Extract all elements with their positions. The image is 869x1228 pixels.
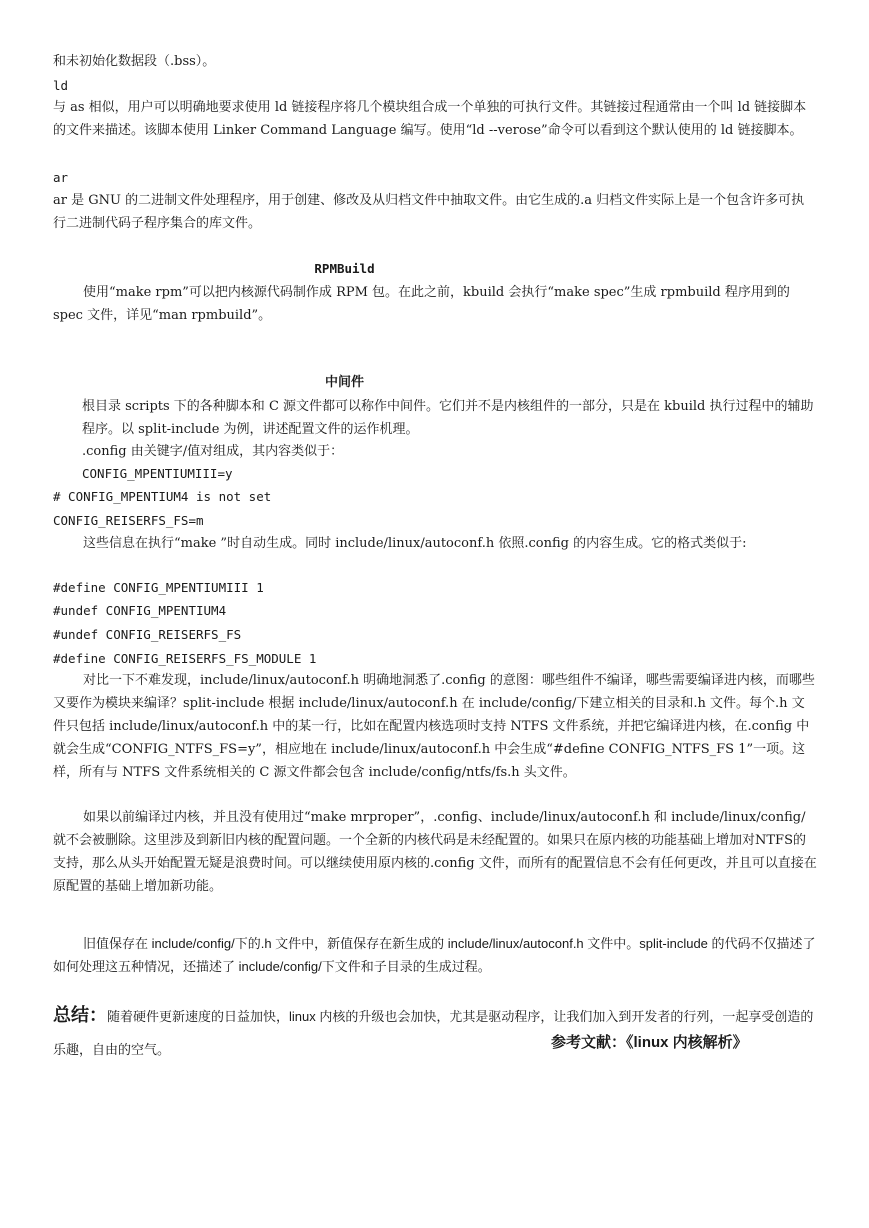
ar-title: ar [53,170,69,185]
define-line-3: #undef CONFIG_REISERFS_FS [53,627,242,642]
old-new-description: 旧值保存在 include/config/下的.h 文件中，新值保存在新生成的 include/linux/autoconf.h 文件中。split-include 的代码不仅描述了如何处理这五种情况，还描述了 include/config/下文件和子目录的生成过程。 [53,936,816,974]
ld-title: ld [53,78,69,93]
define-line-4: #define CONFIG_REISERFS_FS_MODULE 1 [53,651,317,666]
reference-citation: 参考文献：《linux 内核解析》 [551,1034,748,1051]
summary-text: 随着硬件更新速度的日益加快，linux 内核的升级也会加快，尤其是驱动程序，让我们加入到开发者的行列，一起享受创造的乐趣，自由的空气。 [53,1009,814,1057]
bss-tail-line: 和未初始化数据段（.bss）。 [53,54,216,69]
config-line-3: CONFIG_REISERFS_FS=m [53,513,204,528]
ld-description: 与 as 相似，用户可以明确地要求使用 ld 链接程序将几个模块组合成一个单独的可执行文件。其链接过程通常由一个叫 ld 链接脚本的文件来描述。该脚本使用 Linker Command Language 编写。使用“ld --verose”命令可以看到这个默认使用的 ld 链接脚本。 [53,100,807,138]
ar-description: ar 是 GNU 的二进制文件处理程序，用于创建、修改及从归档文件中抽取文件。由它生成的.a 归档文件实际上是一个包含许多可执行二进制代码子程序集合的库文件。 [53,193,805,231]
summary-label: 总结： [53,1005,107,1025]
autogen-description: 这些信息在执行“make ”时自动生成。同时 include/linux/autoconf.h 依照.config 的内容生成。它的格式类似于: [83,536,747,551]
rpmbuild-heading: RPMBuild [314,261,375,276]
define-line-2: #undef CONFIG_MPENTIUM4 [53,603,227,618]
rpmbuild-description: 使用“make rpm”可以把内核源代码制作成 RPM 包。在此之前，kbuild 会执行“make spec”生成 rpmbuild 程序用到的 spec 文件，详见“man rpmbuild”。 [53,285,790,323]
config-line-1: CONFIG_MPENTIUMIII=y [82,466,233,481]
config-intro: .config 由关键字/值对组成，其内容类似于： [82,444,344,459]
compare-description: 对比一下不难发现，include/linux/autoconf.h 明确地洞悉了.config 的意图：哪些组件不编译，哪些需要编译进内核，而哪些又要作为模块来编译？split-include 根据 include/linux/autoconf.h 在 include/config/下建立相关的目录和.h 文件。每个.h 文件只包括 include/linux/autoconf.h 中的某一行，比如在配置内核选项时支持 NTFS 文件系统，并把它编译进内核，在.config 中就会生成“CONFIG_NTFS_FS=y”，相应地在 include/linux/autoconf.h 中会生成“#define CONFIG_NTFS_FS 1”一项。这样，所有与 NTFS 文件系统相关的 C 源文件都会包含 include/config/ntfs/fs.h 头文件。 [53,673,815,780]
config-line-2: # CONFIG_MPENTIUM4 is not set [53,489,272,504]
middleware-description: 根目录 scripts 下的各种脚本和 C 源文件都可以称作中间件。它们并不是内核组件的一部分，只是在 kbuild 执行过程中的辅助程序。以 split-include 为例，讲述配置文件的运作机理。 [82,399,814,437]
mrproper-description: 如果以前编译过内核，并且没有使用过“make mrproper”，.config、include/linux/autoconf.h 和 include/linux/config/就不会被删除。这里涉及到新旧内核的配置问题。一个全新的内核代码是未经配置的。如果只在原内核的功能基础上增加对NTFS的支持，那么从头开始配置无疑是浪费时间。可以继续使用原内核的.config 文件，而所有的配置信息不会有任何更改，并且可以直接在原配置的基础上增加新功能。 [53,810,817,894]
middleware-heading: 中间件 [324,375,364,390]
define-line-1: #define CONFIG_MPENTIUMIII 1 [53,580,264,595]
